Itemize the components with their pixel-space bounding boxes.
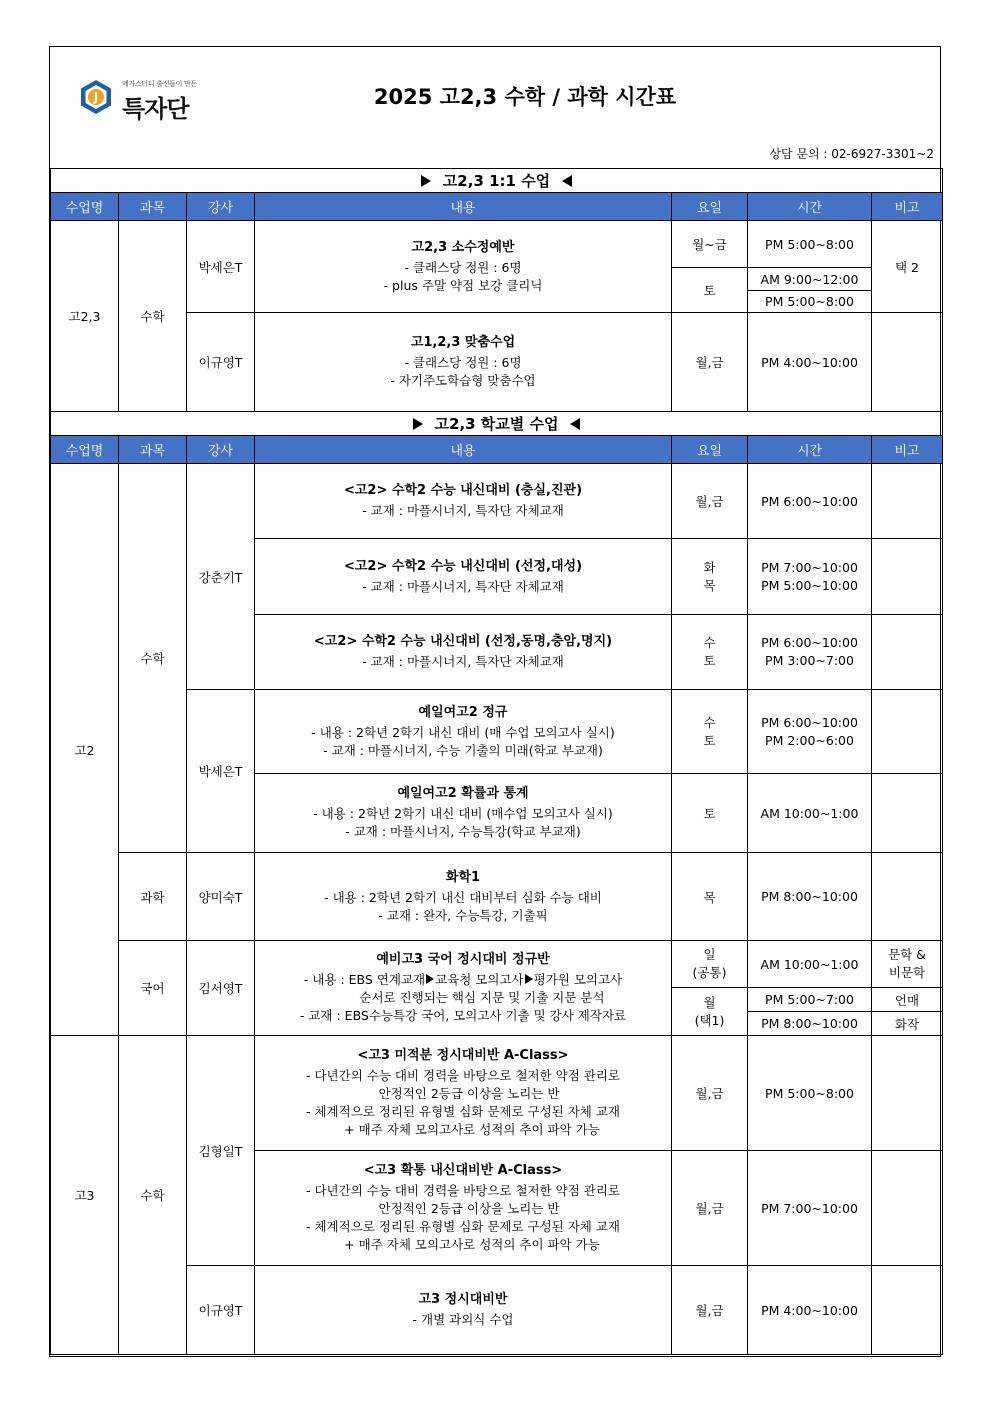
time-value: PM 7:00~10:00: [761, 559, 858, 575]
course-detail: + 매주 자체 모의고사로 성적의 추이 파악 가능: [344, 1122, 600, 1137]
arrow-right-icon: [525, 974, 533, 984]
course-detail: - 교재 : 완자, 수능특강, 기출픽: [378, 907, 548, 923]
day-value: 토: [703, 653, 716, 668]
course-title: <고3 미적분 정시대비반 A-Class>: [357, 1048, 569, 1063]
column-header-row: [51, 436, 943, 464]
course-title: 화학1: [445, 869, 481, 885]
col-day: 요일: [672, 436, 748, 464]
time-cell: PM 5:00~8:00: [748, 291, 872, 313]
subject-cell: 수학: [119, 221, 187, 412]
note-value: 문학 &: [888, 947, 926, 962]
day-cell: [672, 539, 748, 615]
content-cell: [255, 221, 672, 313]
col-content: 내용: [255, 436, 672, 464]
day-cell: 토: [672, 774, 748, 853]
time-value: PM 6:00~10:00: [761, 714, 858, 730]
course-title: <고2> 수학2 수능 내신대비 (선정,대성): [343, 558, 583, 574]
col-subject: 과목: [119, 193, 187, 221]
detail-part: 교육청 모의고사: [435, 972, 524, 987]
col-day: 요일: [672, 193, 748, 221]
subject-cell: 수학: [119, 1036, 187, 1355]
time-value: PM 5:00~10:00: [761, 577, 858, 593]
day-value: 일: [703, 947, 716, 962]
time-value: PM 6:00~10:00: [761, 635, 858, 650]
course-detail: - 교재 : 마플시너지, 특자단 자체교재: [362, 654, 564, 669]
col-time: 시간: [748, 193, 872, 221]
day-value: (택1): [694, 1012, 725, 1028]
day-value: 수: [703, 714, 716, 730]
note-cell: [872, 1036, 943, 1151]
day-value: 토: [703, 732, 716, 748]
table-row: [51, 853, 943, 941]
col-class: 수업명: [51, 193, 119, 221]
time-cell: [748, 690, 872, 774]
course-detail: - 내용 : 2학년 2학기 내신 대비부터 심화 수능 대비: [324, 889, 602, 905]
time-cell: AM 10:00~1:00: [748, 941, 872, 988]
course-detail: 순서로 진행되는 핵심 지문 및 기출 지문 분석: [359, 990, 605, 1005]
day-value: 월: [703, 994, 716, 1010]
time-cell: PM 6:00~10:00: [748, 464, 872, 539]
content-cell: [255, 1036, 672, 1151]
logo-tagline: 메가스터디 출신들이 만든: [122, 80, 197, 88]
time-cell: PM 5:00~7:00: [748, 988, 872, 1012]
note-cell: [872, 853, 943, 941]
triangle-left-icon: [562, 175, 572, 187]
col-class: 수업명: [51, 436, 119, 464]
content-cell: [255, 853, 672, 941]
day-cell: 월,금: [672, 1266, 748, 1355]
triangle-left-icon: [570, 418, 580, 430]
course-title: <고2> 수학2 수능 내신대비 (선정,동명,충암,명지): [313, 634, 613, 649]
course-detail: - 다년간의 수능 대비 경력을 바탕으로 철저한 약점 관리로: [305, 1068, 621, 1083]
teacher-cell: 강춘기T: [187, 464, 255, 690]
class-cell: 고2: [51, 464, 119, 1036]
day-cell: [672, 690, 748, 774]
column-header-row: [51, 193, 943, 221]
time-cell: PM 5:00~8:00: [748, 221, 872, 268]
note-value: 비문학: [888, 965, 926, 980]
course-detail: - 교재 : 마플시너지, 수능특강(학교 부교재): [345, 824, 581, 839]
day-cell: 월,금: [672, 1151, 748, 1266]
course-title: 예일여고2 확률과 통계: [397, 786, 529, 801]
timetable: [50, 168, 943, 1355]
teacher-cell: 이규영T: [187, 1266, 255, 1355]
note-cell: 화작: [872, 1012, 943, 1036]
triangle-right-icon: [413, 418, 423, 430]
day-cell: 월,금: [672, 1036, 748, 1151]
time-cell: PM 4:00~10:00: [748, 313, 872, 412]
day-cell: 목: [672, 853, 748, 941]
svg-text:J: J: [93, 90, 99, 105]
teacher-cell: 김형일T: [187, 1036, 255, 1266]
col-subject: 과목: [119, 436, 187, 464]
course-detail: - 개별 과외식 수업: [412, 1312, 514, 1327]
course-detail: - 내용 : 2학년 2학기 내신 대비 (매수업 모의고사 실시): [313, 806, 613, 821]
table-row: [51, 221, 943, 268]
arrow-right-icon: [426, 974, 434, 984]
content-cell: [255, 941, 672, 1036]
course-detail: 안정적인 2등급 이상을 노리는 반: [378, 1201, 560, 1216]
time-value: PM 2:00~6:00: [765, 732, 854, 748]
time-cell: AM 9:00~12:00: [748, 268, 872, 291]
course-detail: - 체계적으로 정리된 유형별 심화 문제로 구성된 자체 교재: [305, 1219, 621, 1234]
day-cell: [672, 988, 748, 1036]
content-cell: [255, 774, 672, 853]
detail-part: - 내용 : EBS 연계교재: [303, 972, 426, 987]
section-one-on-one: [51, 169, 943, 193]
time-cell: PM 7:00~10:00: [748, 1151, 872, 1266]
course-detail: [255, 971, 671, 989]
detail-part: 평가원 모의고사: [533, 972, 623, 987]
course-detail: - 내용 : 2학년 2학기 내신 대비 (매 수업 모의고사 실시): [311, 724, 615, 740]
subject-cell: 국어: [119, 941, 187, 1036]
course-title: 예일여고2 정규: [418, 704, 508, 720]
content-cell: [255, 539, 672, 615]
course-detail: - 교재 : 마플시너지, 특자단 자체교재: [362, 578, 564, 594]
time-value: PM 3:00~7:00: [765, 653, 854, 668]
col-content: 내용: [255, 193, 672, 221]
day-cell: 토: [672, 268, 748, 313]
note-cell: [872, 1266, 943, 1355]
course-detail: + 매주 자체 모의고사로 성적의 추이 파악 가능: [344, 1237, 600, 1252]
page-title: 2025 고2,3 수학 / 과학 시간표: [373, 85, 677, 109]
teacher-cell: 이규영T: [187, 313, 255, 412]
subject-cell: 과학: [119, 853, 187, 941]
day-cell: [672, 941, 748, 988]
class-cell: 고3: [51, 1036, 119, 1355]
note-cell: [872, 941, 943, 988]
col-teacher: 강사: [187, 193, 255, 221]
note-cell: [872, 464, 943, 539]
course-title: <고3 확통 내신대비반 A-Class>: [363, 1163, 563, 1178]
time-cell: PM 8:00~10:00: [748, 1012, 872, 1036]
note-cell: [872, 774, 943, 853]
teacher-cell: 김서영T: [187, 941, 255, 1036]
table-row: [51, 941, 943, 988]
time-cell: [748, 615, 872, 690]
day-cell: 월,금: [672, 313, 748, 412]
course-detail: - 교재 : 마플시너지, 특자단 자체교재: [362, 503, 564, 518]
course-detail: - 체계적으로 정리된 유형별 심화 문제로 구성된 자체 교재: [305, 1104, 621, 1119]
subject-cell: 수학: [119, 464, 187, 853]
course-detail: 안정적인 2등급 이상을 노리는 반: [378, 1086, 560, 1101]
logo-name: 특자단: [122, 95, 189, 123]
note-cell: [872, 615, 943, 690]
note-cell: [872, 1151, 943, 1266]
header: [50, 47, 940, 169]
col-note: 비고: [872, 193, 943, 221]
time-cell: PM 8:00~10:00: [748, 853, 872, 941]
contact-info: 상담 문의 : 02-6927-3301~2: [769, 147, 934, 161]
day-value: (공통): [692, 965, 727, 980]
content-cell: [255, 464, 672, 539]
timetable-page: [49, 46, 941, 1357]
course-detail: - 클래스당 정원 : 6명: [404, 355, 522, 370]
day-cell: 월~금: [672, 221, 748, 268]
table-row: [51, 464, 943, 539]
note-cell: 택 2: [872, 221, 943, 313]
course-title: 고1,2,3 맞춤수업: [410, 335, 516, 350]
col-time: 시간: [748, 436, 872, 464]
teacher-cell: 박세은T: [187, 690, 255, 853]
note-cell: [872, 313, 943, 412]
course-detail: - 다년간의 수능 대비 경력을 바탕으로 철저한 약점 관리로: [305, 1183, 621, 1198]
day-cell: [672, 615, 748, 690]
course-title: 예비고3 국어 정시대비 정규반: [376, 952, 550, 967]
course-detail: - 교재 : 마플시너지, 수능 기출의 미래(학교 부교재): [323, 742, 603, 758]
course-detail: - 클래스당 정원 : 6명: [404, 259, 522, 275]
section-school: [51, 412, 943, 436]
day-value: 목: [703, 577, 716, 593]
course-title: 고2,3 소수정예반: [411, 239, 515, 255]
course-title: <고2> 수학2 수능 내신대비 (충실,진관): [343, 483, 583, 498]
section-title: 고2,3 1:1 수업: [442, 172, 551, 190]
content-cell: [255, 313, 672, 412]
content-cell: [255, 1266, 672, 1355]
class-cell: 고2,3: [51, 221, 119, 412]
time-cell: PM 5:00~8:00: [748, 1036, 872, 1151]
note-cell: [872, 539, 943, 615]
table-row: [51, 1036, 943, 1151]
teacher-cell: 양미숙T: [187, 853, 255, 941]
triangle-right-icon: [421, 175, 431, 187]
time-cell: PM 4:00~10:00: [748, 1266, 872, 1355]
course-detail: - 교재 : EBS수능특강 국어, 모의고사 기출 및 강사 제작자료: [299, 1008, 627, 1023]
note-cell: 언매: [872, 988, 943, 1012]
content-cell: [255, 615, 672, 690]
course-detail: - plus 주말 약점 보강 클리닉: [383, 277, 543, 293]
content-cell: [255, 690, 672, 774]
day-value: 화: [703, 559, 716, 575]
note-cell: [872, 690, 943, 774]
content-cell: [255, 1151, 672, 1266]
col-note: 비고: [872, 436, 943, 464]
day-value: 수: [703, 635, 716, 650]
section-title: 고2,3 학교별 수업: [434, 415, 559, 433]
course-detail: - 자기주도학습형 맞춤수업: [390, 373, 536, 388]
teacher-cell: 박세은T: [187, 221, 255, 313]
day-cell: 월,금: [672, 464, 748, 539]
time-cell: [748, 539, 872, 615]
course-title: 고3 정시대비반: [418, 1292, 508, 1307]
time-cell: AM 10:00~1:00: [748, 774, 872, 853]
col-teacher: 강사: [187, 436, 255, 464]
